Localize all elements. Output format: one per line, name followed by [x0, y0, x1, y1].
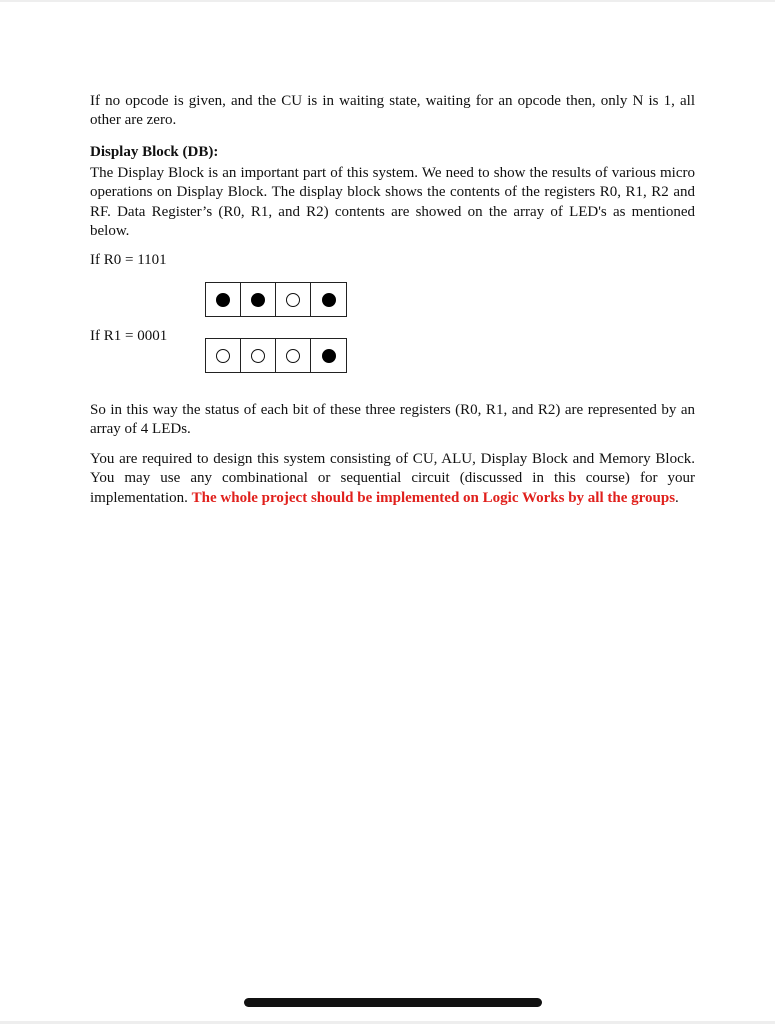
- r1-example-label: If R1 = 0001: [90, 328, 168, 344]
- requirement-intro-text: You are required to design this system consisting of CU, ALU, Display Block and Memory Block. You may use any combinational or sequential circuit (discussed in this course) for your implementation.: [90, 451, 695, 506]
- status-explanation-paragraph: So in this way the status of each bit of these three registers (R0, R1, and R2) are represented by an array of 4 LEDs.: [90, 402, 695, 438]
- r0-led-cell: [206, 283, 241, 316]
- r0-led-cell: [311, 283, 346, 316]
- led-indicator: [251, 349, 265, 363]
- r0-led-cell: [241, 283, 276, 316]
- led-indicator: [286, 293, 300, 307]
- display-block-description: The Display Block is an important part of this system. We need to show the results of various micro operations on Display Block. The display block shows the contents of the registers R0, R1, R2 and RF. Data Register’s (R0, R1, and R2) contents are showed on the array of LED's as mentioned below.: [90, 165, 695, 240]
- r1-led-cell: [311, 339, 346, 372]
- led-indicator: [322, 293, 336, 307]
- display-block-heading: Display Block (DB):: [90, 144, 219, 160]
- led-indicator: [216, 293, 230, 307]
- requirement-highlight-text: The whole project should be implemented on Logic Works by all the groups: [191, 489, 676, 506]
- r1-led-cell: [276, 339, 311, 372]
- home-indicator-bar[interactable]: [244, 998, 542, 1007]
- r0-example-label: If R0 = 1101: [90, 252, 167, 268]
- requirement-end-text: .: [675, 489, 679, 506]
- led-indicator: [322, 349, 336, 363]
- r1-led-cell: [241, 339, 276, 372]
- r0-led-cell: [276, 283, 311, 316]
- led-indicator: [286, 349, 300, 363]
- requirement-paragraph: [90, 450, 695, 508]
- r1-led-array: [205, 338, 347, 373]
- led-indicator: [251, 293, 265, 307]
- r0-led-array: [205, 282, 347, 317]
- r1-led-cell: [206, 339, 241, 372]
- opcode-wait-paragraph: If no opcode is given, and the CU is in waiting state, waiting for an opcode then, only N is 1, all other are zero.: [90, 93, 695, 129]
- page-top-edge: [0, 0, 775, 2]
- led-indicator: [216, 349, 230, 363]
